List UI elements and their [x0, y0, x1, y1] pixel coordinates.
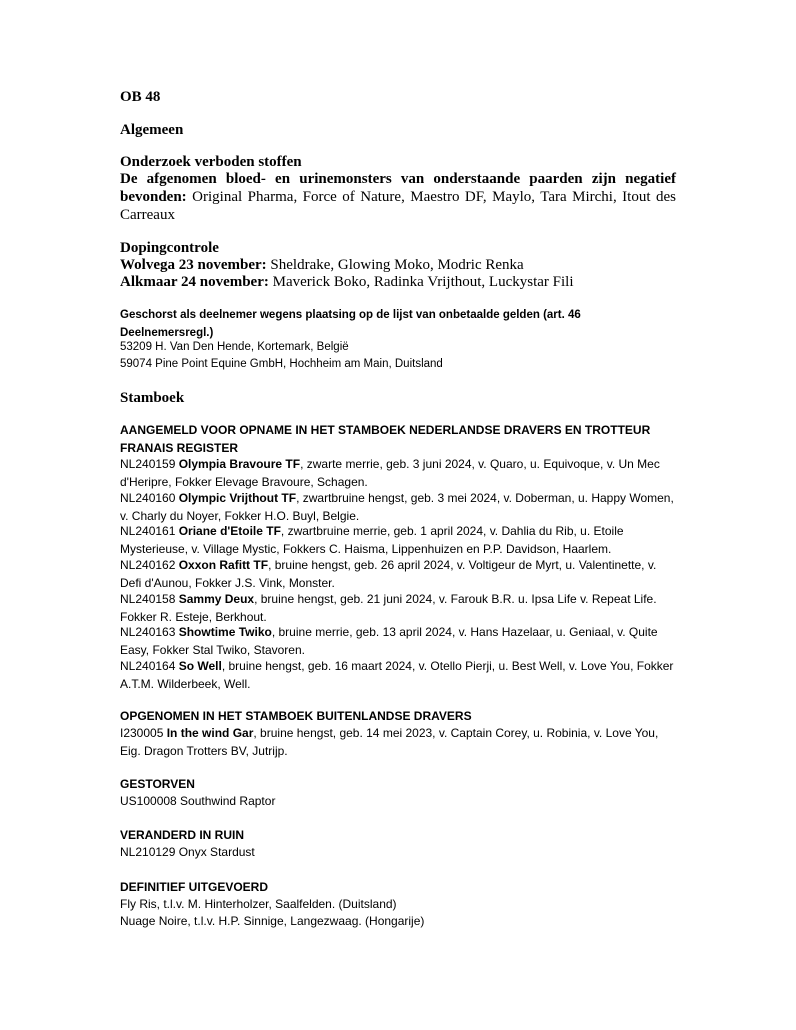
entry-id: NL240162 [120, 558, 179, 572]
entry-horse-name: Sammy Deux [178, 592, 255, 606]
section-heading-algemeen: Algemeen [120, 122, 184, 138]
entry-horse-name: In the wind Gar [166, 726, 254, 740]
doping-horses: Maverick Boko, Radinka Vrijthout, Luckystar Fili [268, 274, 574, 290]
entry-horse-name: Oriane d'Etoile TF [178, 524, 281, 538]
entry-details: , bruine hengst, geb. 26 april 2024, v. Voltigeur de Myrt, u. Valentinette, v. Defi d'Aunou, Fokker J.S. Vink, Monster. [120, 558, 657, 590]
entry-id: NL240161 [120, 524, 179, 538]
entry-details: , bruine hengst, geb. 14 mei 2023, v. Captain Corey, u. Robinia, v. Love You, Eig. Dragon Trotters BV, Jutrijp. [120, 726, 659, 758]
entry-horse-name: Olympia Bravoure TF [178, 457, 301, 471]
doping-label: Wolvega 23 november: [120, 257, 267, 273]
gestorven-line: US100008 Southwind Raptor [120, 794, 276, 808]
entry-horse-name: Oxxon Rafitt TF [178, 558, 269, 572]
ruin-line: NL210129 Onyx Stardust [120, 845, 255, 859]
entry-id: NL240160 [120, 491, 179, 505]
entry-details: , zwartbruine hengst, geb. 3 mei 2024, v. Doberman, u. Happy Women, v. Charly du Noyer, Fokker H.O. Buyl, Belgie. [120, 491, 674, 523]
stamboek-entry [120, 489, 676, 525]
entry-id: NL240163 [120, 625, 179, 639]
geschorst-line: 53209 H. Van Den Hende, Kortemark, België [120, 341, 349, 353]
stamboek-entry [120, 455, 676, 491]
entry-id: NL240164 [120, 659, 179, 673]
subheading-onderzoek: Onderzoek verboden stoffen [120, 154, 302, 170]
doping-label: Alkmaar 24 november: [120, 274, 269, 290]
onderzoek-horses: Original Pharma, Force of Nature, Maestro DF, Maylo, Tara Mirchi, Itout des Carreaux [120, 189, 676, 223]
section-heading-stamboek: Stamboek [120, 390, 185, 406]
entry-details: , bruine merrie, geb. 13 april 2024, v. Hans Hazelaar, u. Geniaal, v. Quite Easy, Fokker Stal Twiko, Stavoren. [120, 625, 658, 657]
entry-details: , zwartbruine merrie, geb. 1 april 2024, v. Dahlia du Rib, u. Etoile Mysterieuse, v. Village Mystic, Fokkers C. Haisma, Lippenhuizen en P.P. Davidson, Haarlem. [120, 524, 624, 556]
subheading-geschorst: Geschorst als deelnemer wegens plaatsing op de lijst van onbetaalde gelden (art. 46 Deelnemersregl.) [120, 309, 581, 339]
entry-id: I230005 [120, 726, 167, 740]
onderzoek-paragraph [120, 170, 676, 224]
entry-horse-name: So Well [178, 659, 222, 673]
subheading-gestorven: GESTORVEN [120, 777, 195, 791]
doping-line [120, 273, 676, 291]
stamboek-entry [120, 522, 676, 558]
stamboek-entry [120, 657, 676, 693]
stamboek-entry [120, 623, 676, 659]
entry-details: , bruine hengst, geb. 16 maart 2024, v. Otello Pierji, u. Best Well, v. Love You, Fokker A.T.M. Wilderbeek, Well. [120, 659, 674, 691]
subheading-uitgevoerd: DEFINITIEF UITGEVOERD [120, 880, 269, 894]
entry-id: NL240159 [120, 457, 179, 471]
stamboek-entry [120, 724, 676, 760]
doping-horses: Sheldrake, Glowing Moko, Modric Renka [266, 257, 524, 273]
subheading-dopingcontrole: Dopingcontrole [120, 240, 219, 256]
stamboek-entry [120, 590, 676, 626]
entry-id: NL240158 [120, 592, 179, 606]
entry-details: , bruine hengst, geb. 21 juni 2024, v. Farouk B.R. u. Ipsa Life v. Repeat Life. Fokker R. Esteje, Berkhout. [120, 592, 657, 624]
geschorst-line: 59074 Pine Point Equine GmbH, Hochheim am Main, Duitsland [120, 358, 443, 370]
entry-horse-name: Olympic Vrijthout TF [178, 491, 297, 505]
uitgevoerd-line: Nuage Noire, t.l.v. H.P. Sinnige, Langezwaag. (Hongarije) [120, 914, 425, 928]
subheading-aangemeld: AANGEMELD VOOR OPNAME IN HET STAMBOEK NEDERLANDSE DRAVERS EN TROTTEUR FRANAIS REGISTER [120, 423, 651, 455]
entry-details: , zwarte merrie, geb. 3 juni 2024, v. Quaro, u. Equivoque, v. Un Mec d'Heripre, Fokker Elevage Bravoure, Schagen. [120, 457, 660, 489]
doping-line [120, 256, 676, 274]
document-id: OB 48 [120, 89, 161, 105]
uitgevoerd-line: Fly Ris, t.l.v. M. Hinterholzer, Saalfelden. (Duitsland) [120, 897, 397, 911]
subheading-ruin: VERANDERD IN RUIN [120, 828, 245, 842]
onderzoek-bold-text: De afgenomen bloed- en urinemonsters van onderstaande paarden zijn negatief bevonden: [120, 171, 676, 205]
stamboek-entry [120, 556, 676, 592]
subheading-opgenomen: OPGENOMEN IN HET STAMBOEK BUITENLANDSE DRAVERS [120, 709, 472, 723]
entry-horse-name: Showtime Twiko [178, 625, 272, 639]
